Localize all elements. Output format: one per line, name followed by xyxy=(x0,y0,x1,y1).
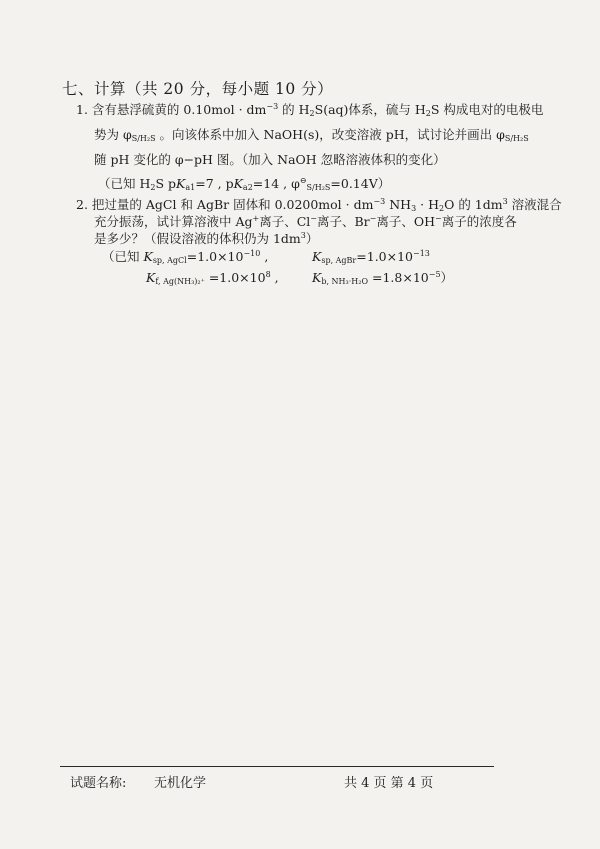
q2-text-1d: O 的 1dm xyxy=(444,197,503,212)
q2-given-prefix: （已知 xyxy=(102,249,144,264)
q2-line-3 xyxy=(94,231,318,247)
q2-text-2b: 离子、Cl xyxy=(259,214,311,229)
q2-text-2e: 离子的浓度各 xyxy=(441,214,517,229)
section-title: 七、计算（共 20 分，每小题 10 分） xyxy=(62,80,334,98)
ksp-agcl-comma: , xyxy=(260,249,269,264)
q2-text-2a: 充分振荡，试计算溶液中 Ag xyxy=(94,214,253,229)
kf-value: =1.0×10 xyxy=(204,270,266,285)
q2-text-1c: · H xyxy=(416,197,439,212)
kb-value: =1.8×10 xyxy=(368,270,429,285)
q1-exp: −3 xyxy=(266,102,279,111)
q1-text-1a: 含有悬浮硫黄的 0.10mol · dm xyxy=(91,102,267,117)
q2-text-1a: 把过量的 AgCl 和 AgBr 固体和 0.0200mol · dm xyxy=(91,197,374,212)
q1-h2s-sub: 2 xyxy=(150,183,156,192)
q1-text-1d: S 构成电对的电极电 xyxy=(430,102,544,117)
ksp-agcl-exp: −10 xyxy=(243,249,261,258)
kb-end: ） xyxy=(440,270,454,285)
q2-constants-row-1 xyxy=(102,249,268,265)
q2-text-1b: NH xyxy=(385,197,412,212)
footer-subject: 无机化学 xyxy=(154,776,207,791)
ksp-agcl-sub: sp, AgCl xyxy=(152,256,187,265)
q2-sup-2: − xyxy=(310,214,317,223)
ksp-agcl-symbol: K xyxy=(143,249,153,264)
q1-line-2 xyxy=(94,127,529,143)
q2-constants-row-2 xyxy=(146,270,279,286)
q1-given-b: S p xyxy=(155,176,177,191)
q2-line-1 xyxy=(76,197,562,213)
kf-comma: , xyxy=(270,270,279,285)
kf-exp: 8 xyxy=(265,270,271,279)
q1-phi-sub: S/H₂S xyxy=(131,134,156,143)
q2-sup-4: − xyxy=(435,214,442,223)
footer-label: 试题名称: xyxy=(70,776,127,791)
q2-sup-1: + xyxy=(252,214,260,223)
q2-text-3b: ） xyxy=(305,231,319,246)
kf-sub: f, Ag(NH₃)₂⁺ xyxy=(155,277,205,286)
kb-exp: −5 xyxy=(428,270,441,279)
q2-text-2d: 离子、OH xyxy=(376,214,436,229)
q1-ka2-symbol: K xyxy=(233,176,243,191)
q2-text-2c: 离子、Br xyxy=(316,214,370,229)
footer-rule xyxy=(60,766,494,767)
q1-standard-symbol: ⊖ xyxy=(299,176,307,185)
q2-number: 2. xyxy=(76,197,88,212)
q1-phi-sub-2: S/H₂S xyxy=(504,134,529,143)
ksp-agbr-symbol: K xyxy=(312,249,322,264)
kb-symbol: K xyxy=(312,270,322,285)
q1-ka2-sub: a2 xyxy=(242,183,253,192)
q2-constants-row-2b xyxy=(312,270,453,286)
q1-line-4 xyxy=(98,176,390,192)
q1-given-e: =0.14V） xyxy=(330,176,391,191)
ksp-agcl-value: =1.0×10 xyxy=(186,249,244,264)
footer-pages: 共 4 页 第 4 页 xyxy=(344,776,434,791)
q1-line-3: 随 pH 变化的 φ−pH 图。（加入 NaOH 忽略溶液体积的变化） xyxy=(94,152,446,167)
q1-line-1 xyxy=(76,102,543,118)
q1-text-2b: 。向该体系中加入 NaOH(s)，改变溶液 pH，试讨论并画出 φ xyxy=(155,127,505,142)
q1-text-2a: 势为 φ xyxy=(94,127,132,142)
ksp-agbr-value: =1.0×10 xyxy=(356,249,413,264)
q1-text-1b: 的 H xyxy=(278,102,310,117)
q1-given-d: =14 , φ xyxy=(252,176,300,191)
q2-text-1e: 溶液混合 xyxy=(507,197,562,212)
q2-constants-row-1b xyxy=(312,249,430,265)
q2-sup-3: − xyxy=(369,214,377,223)
q1-sub-2: 2 xyxy=(425,109,431,118)
q2-exp-1: −3 xyxy=(373,197,386,206)
ksp-agbr-sub: sp, AgBr xyxy=(321,256,357,265)
q1-sub-1: 2 xyxy=(309,109,315,118)
q2-exp-2: 3 xyxy=(502,197,508,206)
q2-exp-3: 3 xyxy=(300,231,306,240)
q2-line-2 xyxy=(94,214,517,230)
q2-text-3a: 是多少？（假设溶液的体积仍为 1dm xyxy=(94,231,301,246)
q2-sub-1: 3 xyxy=(411,204,417,213)
q1-phi-std-sub: S/H₂S xyxy=(306,183,331,192)
q1-given-a: （已知 H xyxy=(98,176,151,191)
kb-sub: b, NH₃·H₂O xyxy=(321,277,369,286)
q1-ka1-sub: a1 xyxy=(185,183,196,192)
q2-sub-2: 2 xyxy=(439,204,445,213)
kf-symbol: K xyxy=(146,270,156,285)
ksp-agbr-exp: −13 xyxy=(413,249,430,258)
q1-text-1c: S(aq)体系，硫与 H xyxy=(314,102,426,117)
q1-number: 1. xyxy=(76,102,88,117)
q1-ka1-symbol: K xyxy=(176,176,186,191)
q1-given-c: =7 , p xyxy=(195,176,234,191)
